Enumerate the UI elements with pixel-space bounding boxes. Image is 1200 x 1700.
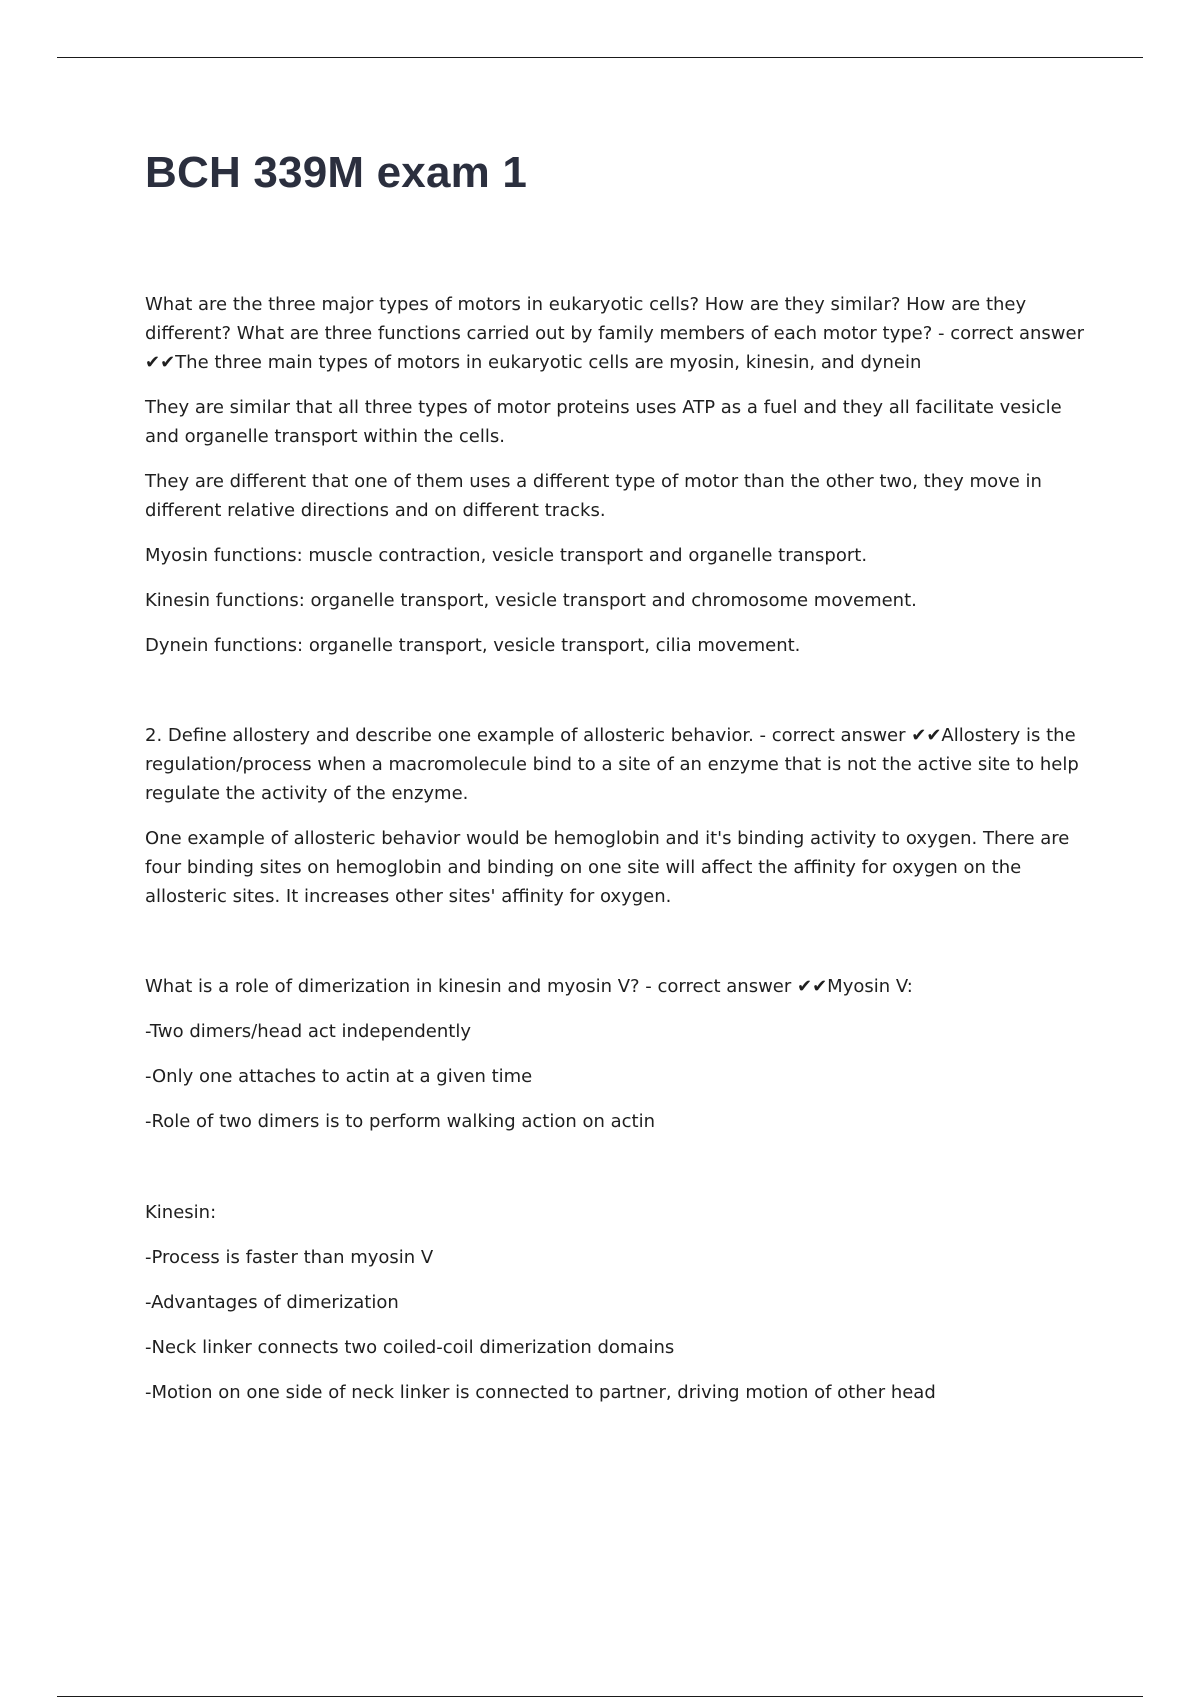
top-rule [57,57,1143,58]
q1-paragraph: Myosin functions: muscle contraction, vesicle transport and organelle transport. [145,545,868,566]
kinesin-point: -Motion on one side of neck linker is connected to partner, driving motion of other head [145,1382,936,1403]
question-block-1 [145,290,1085,660]
kinesin-point: -Process is faster than myosin V [145,1247,434,1268]
question-3-text: What is a role of dimerization in kinesin and myosin V? - correct answer ✔✔Myosin V: [145,976,913,997]
q1-paragraph: Dynein functions: organelle transport, vesicle transport, cilia movement. [145,635,801,656]
kinesin-section [145,1198,1085,1407]
document-body [145,290,1085,1423]
bottom-rule [57,1696,1143,1697]
question-1-text: What are the three major types of motors in eukaryotic cells? How are they similar? How are they different? What are three functions carried out by family members of each motor type? - correct answer ✔✔The three main types of motors in eukaryotic cells are myosin, kinesin, and dynein [145,294,1084,373]
q1-paragraph: They are similar that all three types of motor proteins uses ATP as a fuel and they all facilitate vesicle and organelle transport within the cells. [145,397,1062,447]
myosin-point: -Only one attaches to actin at a given time [145,1066,533,1087]
question-2-text: 2. Define allostery and describe one example of allosteric behavior. - correct answer ✔✔Allostery is the regulation/process when a macromolecule bind to a site of an enzyme that is not the active site to help regulate the activity of the enzyme. [145,725,1079,804]
kinesin-point: -Advantages of dimerization [145,1292,399,1313]
page-title: BCH 339M exam 1 [145,148,528,197]
q2-paragraph: One example of allosteric behavior would be hemoglobin and it's binding activity to oxygen. There are four binding sites on hemoglobin and binding on one site will affect the affinity for oxygen on the allosteric sites. It increases other sites' affinity for oxygen. [145,828,1070,907]
q1-paragraph: Kinesin functions: organelle transport, vesicle transport and chromosome movement. [145,590,917,611]
myosin-point: -Two dimers/head act independently [145,1021,471,1042]
myosin-point: -Role of two dimers is to perform walking action on actin [145,1111,656,1132]
kinesin-heading: Kinesin: [145,1202,217,1223]
question-block-2 [145,721,1085,911]
kinesin-point: -Neck linker connects two coiled-coil dimerization domains [145,1337,675,1358]
question-block-3 [145,972,1085,1407]
q1-paragraph: They are different that one of them uses a different type of motor than the other two, they move in different relative directions and on different tracks. [145,471,1042,521]
